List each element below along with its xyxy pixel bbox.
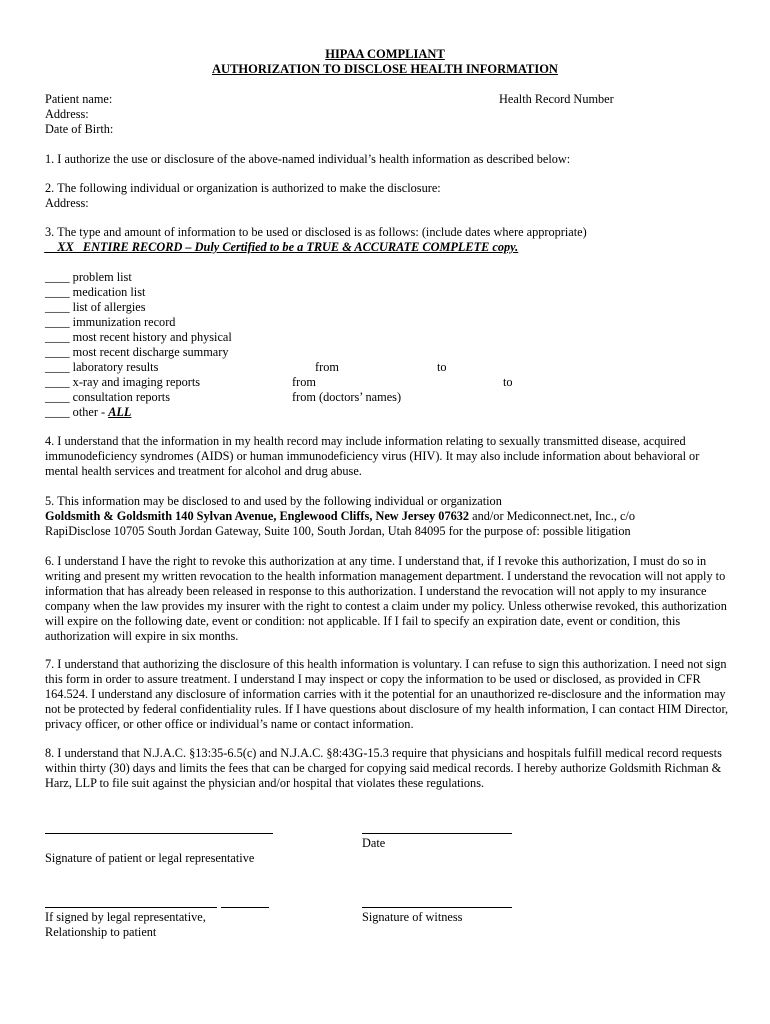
checklist-item: ____ consultation reports [45, 390, 170, 404]
section-5-recipient [45, 509, 635, 524]
relationship-label: Relationship to patient [45, 925, 157, 939]
xray-to-label: to [503, 375, 513, 389]
checklist-item: ____ problem list [45, 270, 132, 284]
section-7: 7. I understand that authorizing the disclosure of this health information is voluntary. I can refuse to sign this authorization. I need not sign this form in order to assure treatment. I understand I may inspect or copy the information to be used or disclosed, as provided in CFR 164.524. I understand any disclosure of information carries with it the potential for an unauthorized re-disclosure and the information may not be protected by federal confidentiality rules. If I have questions about disclosure of my health information, I can contact HIM Director, privacy officer, or other office or individual’s name or contact information. [45, 657, 729, 731]
witness-signature-line[interactable] [362, 907, 512, 908]
checklist-item: ____ immunization record [45, 315, 176, 329]
section-1: 1. I authorize the use or disclosure of the above-named individual’s health information as described below: [45, 152, 571, 166]
address-label: Address: [45, 107, 89, 121]
section-2: 2. The following individual or organization is authorized to make the disclosure: [45, 181, 441, 195]
patient-signature-line[interactable] [45, 833, 273, 834]
checklist-item: ____ laboratory results [45, 360, 159, 374]
section-5: 5. This information may be disclosed to and used by the following individual or organization [45, 494, 502, 508]
recipient-alt: and/or Mediconnect.net, Inc., c/o [469, 509, 635, 523]
checklist-item: ____ medication list [45, 285, 146, 299]
date-of-birth-label: Date of Birth: [45, 122, 114, 136]
other-value: ALL [108, 405, 132, 419]
relationship-line[interactable] [221, 907, 269, 908]
patient-name-label: Patient name: [45, 92, 113, 106]
section-6: 6. I understand I have the right to revoke this authorization at any time. I understand that, if I revoke this authorization, I must do so in writing and present my written revocation to the health information management department. I understand the revocation will not apply to information that has already been released in response to this authorization. I understand the revocation will not apply to my insurance company when the law provides my insurer with the right to contest a claim under my policy. Unless otherwise revoked, this authorization will expire on the following date, event or condition: not applicable. If I fail to specify an expiration date, event or condition, this authorization will expire in six months. [45, 554, 727, 643]
checklist-item-other [45, 405, 131, 420]
section-4: 4. I understand that the information in my health record may include information relating to sexually transmitted disease, acquired immunodeficiency syndromes (AIDS) or human immunodeficiency virus (HIV). It may also include information about behavioral or mental health services and treatment for alcohol and drug abuse. [45, 434, 700, 478]
checklist-item: ____ most recent history and physical [45, 330, 232, 344]
other-label: ____ other - [45, 405, 109, 419]
health-record-number-label: Health Record Number [499, 92, 614, 106]
lab-to-label: to [437, 360, 447, 374]
lab-from-label: from [315, 360, 339, 374]
xray-from-label: from [292, 375, 316, 389]
date-label: Date [362, 836, 386, 850]
witness-signature-label: Signature of witness [362, 910, 463, 924]
patient-signature-label: Signature of patient or legal representative [45, 851, 255, 865]
form-subtitle: AUTHORIZATION TO DISCLOSE HEALTH INFORMATION [212, 62, 558, 76]
section-2-address-label: Address: [45, 196, 89, 210]
section-3: 3. The type and amount of information to be used or disclosed is as follows: (include dates where appropriate) [45, 225, 587, 239]
section-8: 8. I understand that N.J.A.C. §13:35-6.5(c) and N.J.A.C. §8:43G-15.3 require that physicians and hospitals fulfill medical record requests within thirty (30) days and limits the fees that can be charged for copying said medical records. I hereby authorize Goldsmith Richman & Harz, LLP to file suit against the physician and/or hospital that violates these regulations. [45, 746, 722, 790]
legal-rep-signature-line[interactable] [45, 907, 217, 908]
entire-record-option: __XX_ ENTIRE RECORD – Duly Certified to be a TRUE & ACCURATE COMPLETE copy. [45, 240, 519, 254]
legal-rep-label: If signed by legal representative, [45, 910, 206, 924]
checklist-item: ____ list of allergies [45, 300, 146, 314]
checklist-item: ____ most recent discharge summary [45, 345, 229, 359]
date-line[interactable] [362, 833, 512, 834]
consult-from-label: from (doctors’ names) [292, 390, 402, 404]
form-title: HIPAA COMPLIANT [325, 47, 445, 61]
section-5-purpose: RapiDisclose 10705 South Jordan Gateway, Suite 100, South Jordan, Utah 84095 for the purpose of: possible litigation [45, 524, 631, 538]
recipient-name: Goldsmith & Goldsmith 140 Sylvan Avenue, Englewood Cliffs, New Jersey 07632 [45, 509, 470, 523]
checklist-item: ____ x-ray and imaging reports [45, 375, 201, 389]
